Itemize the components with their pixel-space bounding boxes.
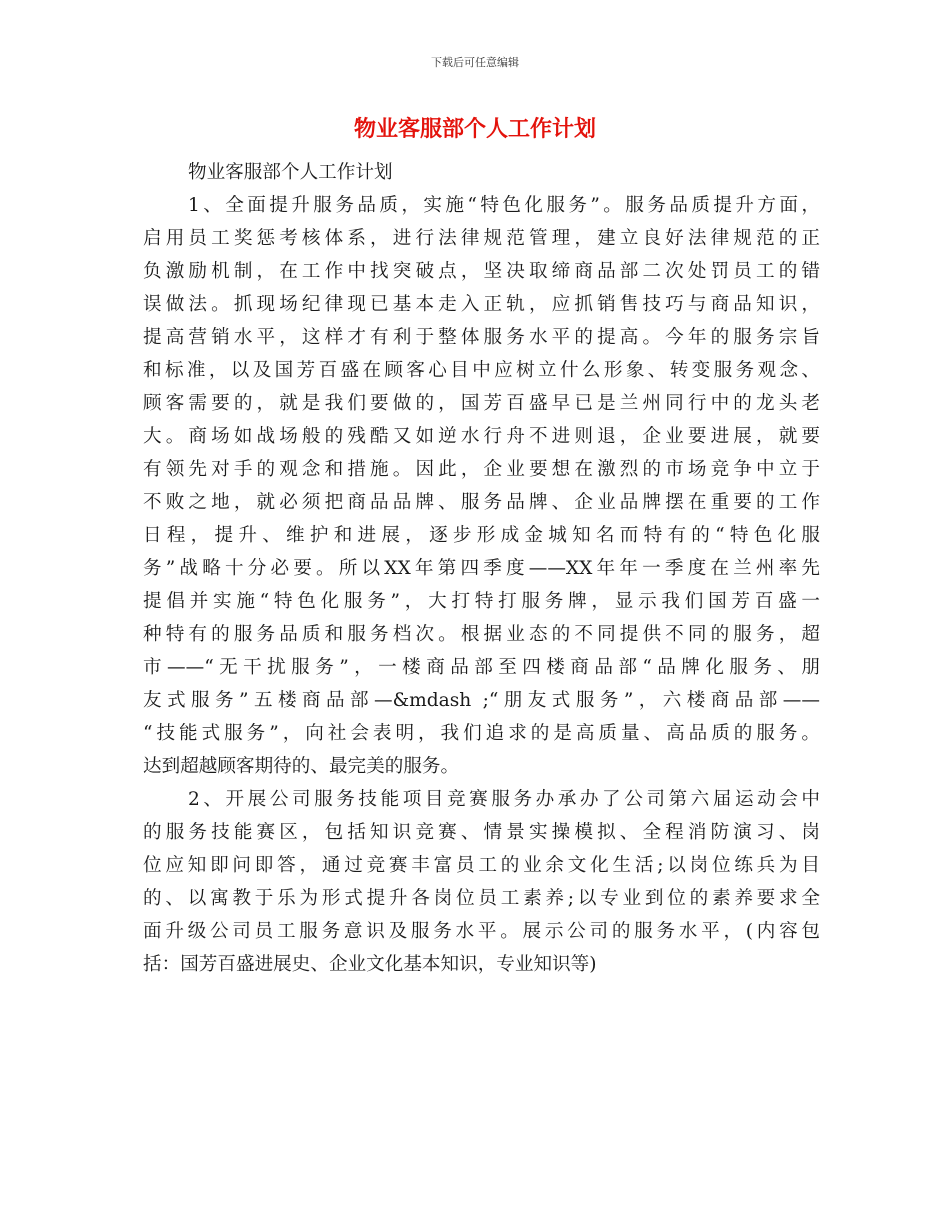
text-line: 位应知即问即答，通过竞赛丰富员工的业余文化生活;以岗位练兵为目	[143, 855, 820, 876]
text-line: 的、以寓教于乐为形式提升各岗位员工素养;以专业到位的素养要求全	[143, 888, 820, 909]
text-line: 的服务技能赛区，包括知识竞赛、情景实操模拟、全程消防演习、岗	[143, 822, 820, 843]
text-line: 务”战略十分必要。所以XX年第四季度——XX年年一季度在兰州率先	[143, 558, 820, 579]
text-line: 大。商场如战场般的残酷又如逆水行舟不进则退，企业要进展，就要	[143, 426, 820, 447]
text-line: 2、开展公司服务技能项目竞赛服务办承办了公司第六届运动会中	[188, 789, 820, 810]
text-line: 种特有的服务品质和服务档次。根据业态的不同提供不同的服务，超	[143, 624, 820, 645]
text-line: 日程，提升、维护和进展，逐步形成金城知名而特有的“特色化服	[143, 525, 820, 546]
text-line: 提高营销水平，这样才有利于整体服务水平的提高。今年的服务宗旨	[143, 327, 820, 348]
text-line: 和标准，以及国芳百盛在顾客心目中应树立什么形象、转变服务观念、	[143, 360, 820, 381]
text-line: 市——“无干扰服务”，一楼商品部至四楼商品部“品牌化服务、朋	[143, 657, 820, 678]
text-line: 误做法。抓现场纪律现已基本走入正轨，应抓销售技巧与商品知识，	[143, 294, 820, 315]
document-body	[143, 156, 820, 981]
text-line: “技能式服务”，向社会表明，我们追求的是高质量、高品质的服务。	[143, 723, 820, 744]
header-note: 下载后可任意编辑	[431, 56, 519, 69]
text-line: 达到超越顾客期待的、最完美的服务。	[143, 756, 460, 777]
text-line: 负激励机制，在工作中找突破点，坚决取缔商品部二次处罚员工的错	[143, 261, 820, 282]
text-line: 有领先对手的观念和措施。因此，企业要想在激烈的市场竞争中立于	[143, 459, 820, 480]
text-line: 友式服务”五楼商品部—&mdash ;“朋友式服务”，六楼商品部——	[143, 690, 820, 711]
text-line: 面升级公司员工服务意识及服务水平。展示公司的服务水平，(内容包	[143, 921, 820, 942]
text-line: 1、全面提升服务品质，实施“特色化服务”。服务品质提升方面，	[188, 195, 820, 216]
text-line: 物业客服部个人工作计划	[188, 162, 393, 183]
text-line: 括：国芳百盛进展史、企业文化基本知识，专业知识等)	[143, 954, 597, 975]
text-line: 不败之地，就必须把商品品牌、服务品牌、企业品牌摆在重要的工作	[143, 492, 820, 513]
document-title: 物业客服部个人工作计划	[353, 117, 596, 142]
text-line: 启用员工奖惩考核体系，进行法律规范管理，建立良好法律规范的正	[143, 228, 820, 249]
text-line: 顾客需要的，就是我们要做的，国芳百盛早已是兰州同行中的龙头老	[143, 393, 820, 414]
text-line: 提倡并实施“特色化服务”，大打特打服务牌，显示我们国芳百盛一	[143, 591, 820, 612]
